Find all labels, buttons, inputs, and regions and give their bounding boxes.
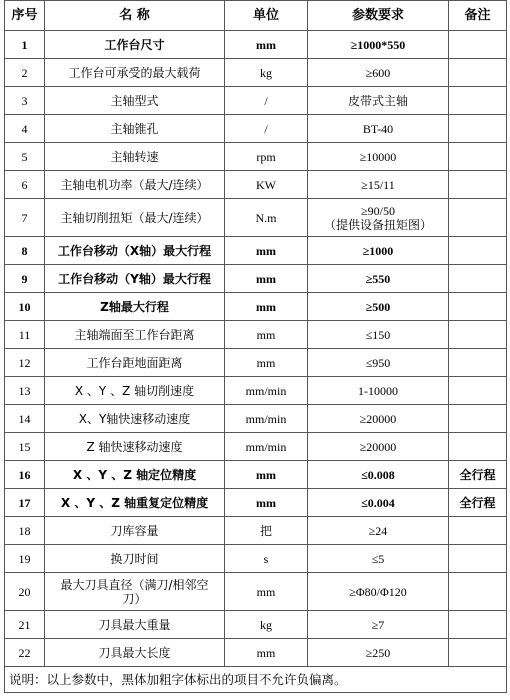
cell-spec <box>308 489 449 517</box>
cell-no-text: 9 <box>21 271 28 286</box>
cell-name <box>45 59 225 87</box>
cell-name-text: 主轴端面至工作台距离 <box>74 327 195 342</box>
cell-remark <box>449 517 507 545</box>
cell-unit-text: mm <box>256 37 276 52</box>
cell-unit <box>225 377 308 405</box>
cell-no <box>5 237 45 265</box>
cell-no <box>5 31 45 59</box>
cell-remark <box>449 321 507 349</box>
cell-no-text: 3 <box>21 93 28 108</box>
cell-no-text: 19 <box>18 551 31 566</box>
cell-unit <box>225 489 308 517</box>
table-row <box>5 573 507 611</box>
cell-spec-text: ≤5 <box>371 551 385 566</box>
cell-remark <box>449 611 507 639</box>
cell-no-text: 17 <box>18 495 31 510</box>
cell-remark <box>449 31 507 59</box>
cell-spec <box>308 321 449 349</box>
header-remark: 备注 <box>449 1 507 31</box>
cell-remark <box>449 199 507 237</box>
cell-spec <box>308 349 449 377</box>
cell-name-text: 工作台尺寸 <box>104 37 165 52</box>
cell-name-text: 工作台可承受的最大载荷 <box>68 65 201 80</box>
cell-name <box>45 573 225 611</box>
cell-no <box>5 377 45 405</box>
cell-no <box>5 433 45 461</box>
cell-spec <box>308 377 449 405</box>
cell-no <box>5 461 45 489</box>
cell-unit <box>225 199 308 237</box>
cell-name-text: X 、Y 、Z 轴定位精度 <box>72 467 197 482</box>
cell-unit <box>225 573 308 611</box>
cell-unit-text: mm <box>256 495 276 510</box>
cell-name <box>45 461 225 489</box>
cell-spec-text: ≥10000 <box>359 149 397 164</box>
header-name: 名 称 <box>45 1 225 31</box>
cell-name-text: 主轴型式 <box>110 93 159 108</box>
cell-name-text: 换刀时间 <box>110 551 159 566</box>
cell-name-text: X 、Y 、Z 轴切削速度 <box>74 383 195 398</box>
cell-remark <box>449 115 507 143</box>
cell-spec-text: ≥600 <box>365 65 391 80</box>
header-no: 序号 <box>5 1 45 31</box>
cell-remark <box>449 143 507 171</box>
cell-no <box>5 349 45 377</box>
table-row <box>5 639 507 667</box>
cell-unit <box>225 321 308 349</box>
cell-remark <box>449 87 507 115</box>
cell-name-text: 刀） <box>122 591 147 606</box>
cell-unit <box>225 171 308 199</box>
cell-spec <box>308 171 449 199</box>
cell-remark <box>449 265 507 293</box>
table-row <box>5 545 507 573</box>
cell-unit-text: mm/min <box>245 439 287 454</box>
cell-name-text: 主轴切削扭矩（最大/连续） <box>60 210 209 225</box>
cell-remark <box>449 639 507 667</box>
table-row <box>5 489 507 517</box>
cell-no <box>5 87 45 115</box>
table-row <box>5 293 507 321</box>
header-spec: 参数要求 <box>308 1 449 31</box>
table-row <box>5 321 507 349</box>
cell-spec-text: 皮带式主轴 <box>347 93 408 108</box>
cell-no <box>5 115 45 143</box>
cell-unit <box>225 265 308 293</box>
spec-table <box>4 0 507 693</box>
cell-spec-text: （提供设备扭矩图） <box>323 217 432 232</box>
cell-spec-text: BT-40 <box>362 121 394 136</box>
cell-spec <box>308 545 449 573</box>
cell-name <box>45 237 225 265</box>
cell-no-text: 6 <box>21 177 28 192</box>
cell-remark <box>449 171 507 199</box>
table-row <box>5 143 507 171</box>
cell-unit <box>225 87 308 115</box>
cell-remark <box>449 405 507 433</box>
cell-no <box>5 611 45 639</box>
cell-spec <box>308 611 449 639</box>
cell-spec <box>308 265 449 293</box>
cell-spec <box>308 405 449 433</box>
cell-no-text: 15 <box>18 439 31 454</box>
cell-unit-text: kg <box>260 65 272 80</box>
cell-name-text: 工作台距地面距离 <box>86 355 183 370</box>
cell-no <box>5 199 45 237</box>
cell-name-text: X、Y轴快速移动速度 <box>78 411 191 426</box>
cell-remark <box>449 489 507 517</box>
cell-name <box>45 611 225 639</box>
cell-no-text: 18 <box>18 523 31 538</box>
cell-spec-text: ≤950 <box>365 355 391 370</box>
cell-unit-text: mm <box>256 467 276 482</box>
table-row <box>5 199 507 237</box>
table-row <box>5 377 507 405</box>
cell-spec-text: ≥1000 <box>362 243 394 258</box>
note-text: 说明：以上参数中，黑体加粗字体标出的项目不允许负偏离。 <box>5 667 507 693</box>
cell-unit <box>225 115 308 143</box>
cell-unit <box>225 433 308 461</box>
cell-unit <box>225 59 308 87</box>
table-row <box>5 461 507 489</box>
cell-unit-text: mm <box>256 327 276 342</box>
table-row <box>5 87 507 115</box>
table-row <box>5 115 507 143</box>
cell-name <box>45 199 225 237</box>
cell-no <box>5 405 45 433</box>
cell-no-text: 20 <box>18 584 31 599</box>
cell-no-text: 5 <box>21 149 28 164</box>
table-row <box>5 433 507 461</box>
cell-unit-text: KW <box>256 177 276 192</box>
cell-no-text: 1 <box>21 37 28 52</box>
cell-remark <box>449 461 507 489</box>
cell-remark <box>449 293 507 321</box>
cell-unit <box>225 405 308 433</box>
cell-unit-text: mm <box>256 299 276 314</box>
cell-no-text: 16 <box>18 467 31 482</box>
table-header-row <box>5 1 507 31</box>
cell-remark-text: 全行程 <box>459 495 496 510</box>
cell-remark <box>449 573 507 611</box>
cell-unit-text: mm/min <box>245 411 287 426</box>
table-row <box>5 349 507 377</box>
cell-name <box>45 87 225 115</box>
cell-no <box>5 489 45 517</box>
cell-spec-text: ≤150 <box>365 327 391 342</box>
cell-spec-text: ≤0.008 <box>361 467 395 482</box>
table-row <box>5 59 507 87</box>
cell-name-text: 刀具最大重量 <box>98 617 171 632</box>
cell-spec <box>308 639 449 667</box>
cell-spec-text: ≥1000*550 <box>350 37 406 52</box>
cell-name-text: X 、Y 、Z 轴重复定位精度 <box>60 495 209 510</box>
cell-name-text: 主轴电机功率（最大/连续） <box>60 177 209 192</box>
cell-no-text: 4 <box>21 121 28 136</box>
cell-spec-text: ≤0.004 <box>361 495 395 510</box>
cell-no <box>5 545 45 573</box>
cell-unit-text: s <box>263 551 269 566</box>
cell-no <box>5 293 45 321</box>
cell-spec <box>308 293 449 321</box>
cell-name-text: 刀具最大长度 <box>98 645 171 660</box>
cell-name <box>45 489 225 517</box>
cell-no <box>5 517 45 545</box>
table-row <box>5 237 507 265</box>
cell-spec-text: ≥Φ80/Φ120 <box>349 584 407 599</box>
cell-remark <box>449 545 507 573</box>
table-row <box>5 171 507 199</box>
cell-unit-text: / <box>264 121 268 136</box>
cell-spec-text: ≥15/11 <box>361 177 395 192</box>
cell-spec-text: ≥550 <box>365 271 391 286</box>
cell-remark <box>449 377 507 405</box>
table-row <box>5 405 507 433</box>
cell-remark <box>449 59 507 87</box>
cell-no-text: 7 <box>21 210 28 225</box>
cell-unit-text: 把 <box>259 523 272 538</box>
cell-name <box>45 405 225 433</box>
cell-no <box>5 143 45 171</box>
cell-name <box>45 377 225 405</box>
cell-unit <box>225 545 308 573</box>
cell-spec-text: ≥20000 <box>359 411 397 426</box>
cell-spec-text: ≥250 <box>365 645 391 660</box>
cell-name <box>45 171 225 199</box>
cell-name <box>45 433 225 461</box>
cell-spec-text: 1-10000 <box>358 383 398 398</box>
cell-spec <box>308 31 449 59</box>
cell-no-text: 13 <box>18 383 31 398</box>
cell-spec <box>308 517 449 545</box>
cell-name-text: 最大刀具直径（满刀/相邻空 <box>60 577 209 592</box>
cell-name <box>45 321 225 349</box>
cell-no-text: 22 <box>18 645 31 660</box>
cell-no <box>5 639 45 667</box>
cell-spec <box>308 461 449 489</box>
cell-no-text: 8 <box>21 243 28 258</box>
cell-name-text: Z 轴快速移动速度 <box>86 439 183 454</box>
table-row <box>5 265 507 293</box>
cell-spec <box>308 573 449 611</box>
cell-no <box>5 265 45 293</box>
cell-unit <box>225 237 308 265</box>
cell-unit <box>225 611 308 639</box>
cell-no-text: 21 <box>18 617 31 632</box>
cell-unit <box>225 349 308 377</box>
cell-no-text: 11 <box>18 327 31 342</box>
cell-no <box>5 573 45 611</box>
table-row <box>5 517 507 545</box>
cell-no-text: 2 <box>21 65 28 80</box>
cell-no <box>5 59 45 87</box>
cell-no <box>5 171 45 199</box>
cell-unit <box>225 143 308 171</box>
cell-unit-text: mm <box>256 271 276 286</box>
cell-unit-text: N.m <box>255 210 277 225</box>
table-row <box>5 31 507 59</box>
cell-name-text: 主轴锥孔 <box>110 121 159 136</box>
cell-unit-text: mm <box>256 355 276 370</box>
cell-unit-text: mm <box>256 645 276 660</box>
cell-unit-text: kg <box>260 617 272 632</box>
cell-name <box>45 31 225 59</box>
cell-spec <box>308 237 449 265</box>
cell-unit-text: mm/min <box>245 383 287 398</box>
cell-spec <box>308 433 449 461</box>
cell-no <box>5 321 45 349</box>
cell-spec-text: ≥24 <box>368 523 388 538</box>
cell-name <box>45 639 225 667</box>
cell-name <box>45 265 225 293</box>
cell-remark <box>449 349 507 377</box>
cell-spec-text: ≥500 <box>365 299 391 314</box>
cell-remark-text: 全行程 <box>459 467 496 482</box>
cell-unit <box>225 461 308 489</box>
cell-unit <box>225 639 308 667</box>
cell-unit <box>225 293 308 321</box>
cell-remark <box>449 237 507 265</box>
cell-name-text: 工作台移动（Y轴）最大行程 <box>58 271 211 286</box>
cell-no-text: 14 <box>18 411 31 426</box>
cell-name <box>45 293 225 321</box>
cell-no-text: 10 <box>18 299 31 314</box>
cell-name-text: 刀库容量 <box>110 523 159 538</box>
cell-name-text: 工作台移动（X轴）最大行程 <box>57 243 212 258</box>
cell-name-text: Z轴最大行程 <box>100 299 169 314</box>
cell-remark <box>449 433 507 461</box>
cell-unit <box>225 517 308 545</box>
cell-unit-text: / <box>264 93 268 108</box>
table-row <box>5 611 507 639</box>
cell-name <box>45 545 225 573</box>
cell-name <box>45 115 225 143</box>
cell-no-text: 12 <box>18 355 31 370</box>
cell-unit <box>225 31 308 59</box>
cell-unit-text: mm <box>256 243 276 258</box>
cell-unit-text: rpm <box>256 149 276 164</box>
cell-spec <box>308 199 449 237</box>
cell-name <box>45 517 225 545</box>
cell-spec-text: ≥90/50 <box>361 203 395 218</box>
cell-spec <box>308 115 449 143</box>
cell-spec <box>308 87 449 115</box>
cell-name-text: 主轴转速 <box>110 149 159 164</box>
cell-name <box>45 349 225 377</box>
cell-spec-text: ≥20000 <box>359 439 397 454</box>
cell-unit-text: mm <box>256 584 276 599</box>
cell-spec-text: ≥7 <box>371 617 385 632</box>
header-unit: 单位 <box>225 1 308 31</box>
cell-spec <box>308 59 449 87</box>
cell-name <box>45 143 225 171</box>
cell-spec <box>308 143 449 171</box>
note-row <box>5 667 507 693</box>
